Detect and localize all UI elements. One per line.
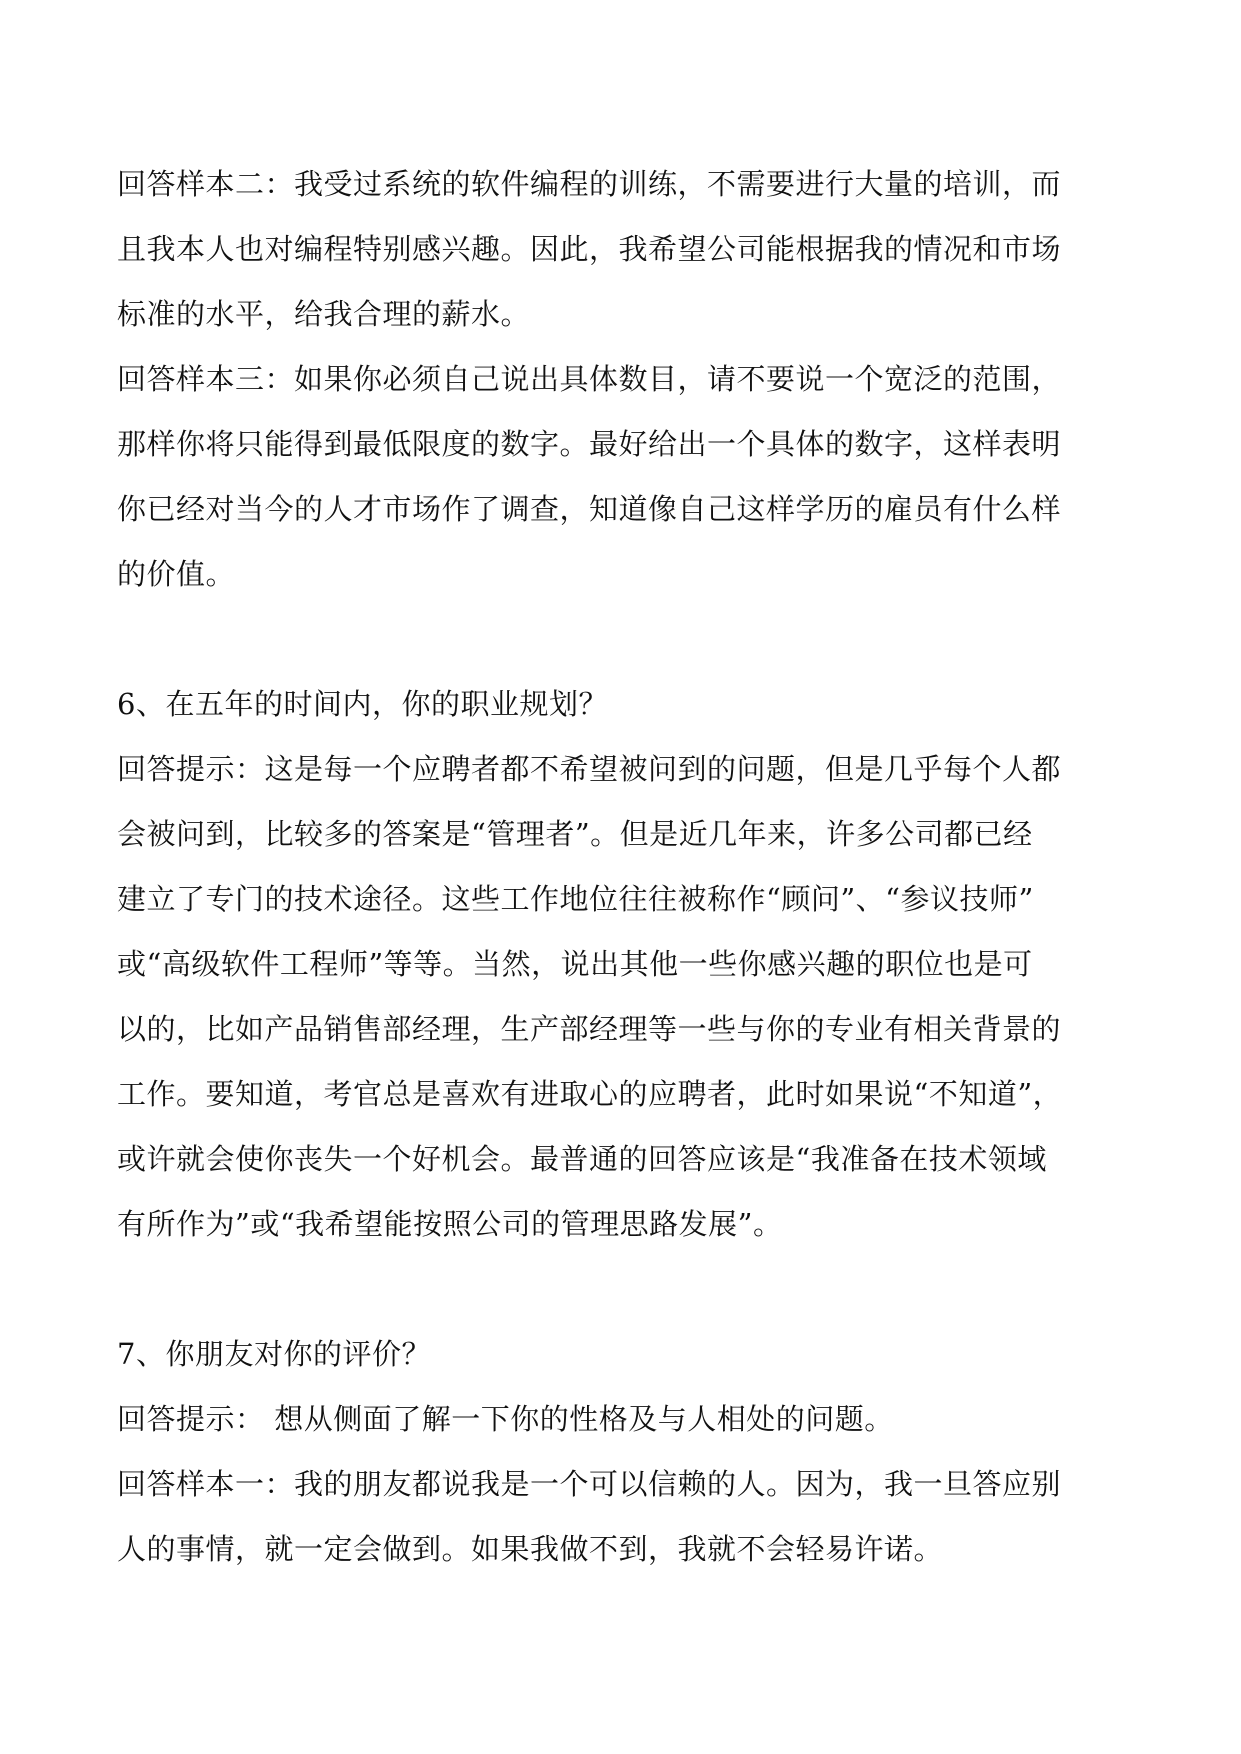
answer-hint-6: 回答提示：这是每一个应聘者都不希望被问到的问题，但是几乎每个人都 会被问到，比较多的答案是“管理者”。但是近几年来，许多公司都已经 建立了专门的技术途径。这些工作地位往往被称作“顾问”、“参议技师” 或“高级软件工程师”等等。当然，说出其他一些你感兴趣的职位也是可 以的，比如产品销售部经理，生产部经理等一些与你的专业有相关背景的 工作。要知道，考官总是喜欢有进取心的应聘者，此时如果说“不知道”， 或许就会使你丧失一个好机会。最普通的回答应该是“我准备在技术领域 有所作为”或“我希望能按照公司的管理思路发展”。 xyxy=(117,752,1063,1241)
paragraph-gap xyxy=(117,607,1127,672)
question-7: 7、你朋友对你的评价？ xyxy=(117,1337,431,1371)
answer-sample-7-1: 回答样本一：我的朋友都说我是一个可以信赖的人。因为，我一旦答应别 人的事情，就一定会做到。如果我做不到，我就不会轻易许诺。 xyxy=(117,1467,1062,1566)
answer-sample-3: 回答样本三：如果你必须自己说出具体数目，请不要说一个宽泛的范围， 那样你将只能得到最低限度的数字。最好给出一个具体的数字，这样表明 你已经对当今的人才市场作了调查，知道像自己这样学历的雇员有什么样 的价值。 xyxy=(117,362,1062,591)
document-page xyxy=(117,152,1127,1582)
question-6: 6、在五年的时间内，你的职业规划？ xyxy=(117,687,608,721)
answer-hint-7: 回答提示： 想从侧面了解一下你的性格及与人相处的问题。 xyxy=(117,1402,894,1436)
answer-sample-2: 回答样本二：我受过系统的软件编程的训练，不需要进行大量的培训，而 且我本人也对编程特别感兴趣。因此，我希望公司能根据我的情况和市场 标准的水平，给我合理的薪水。 xyxy=(117,167,1062,331)
paragraph-gap xyxy=(117,1257,1127,1322)
